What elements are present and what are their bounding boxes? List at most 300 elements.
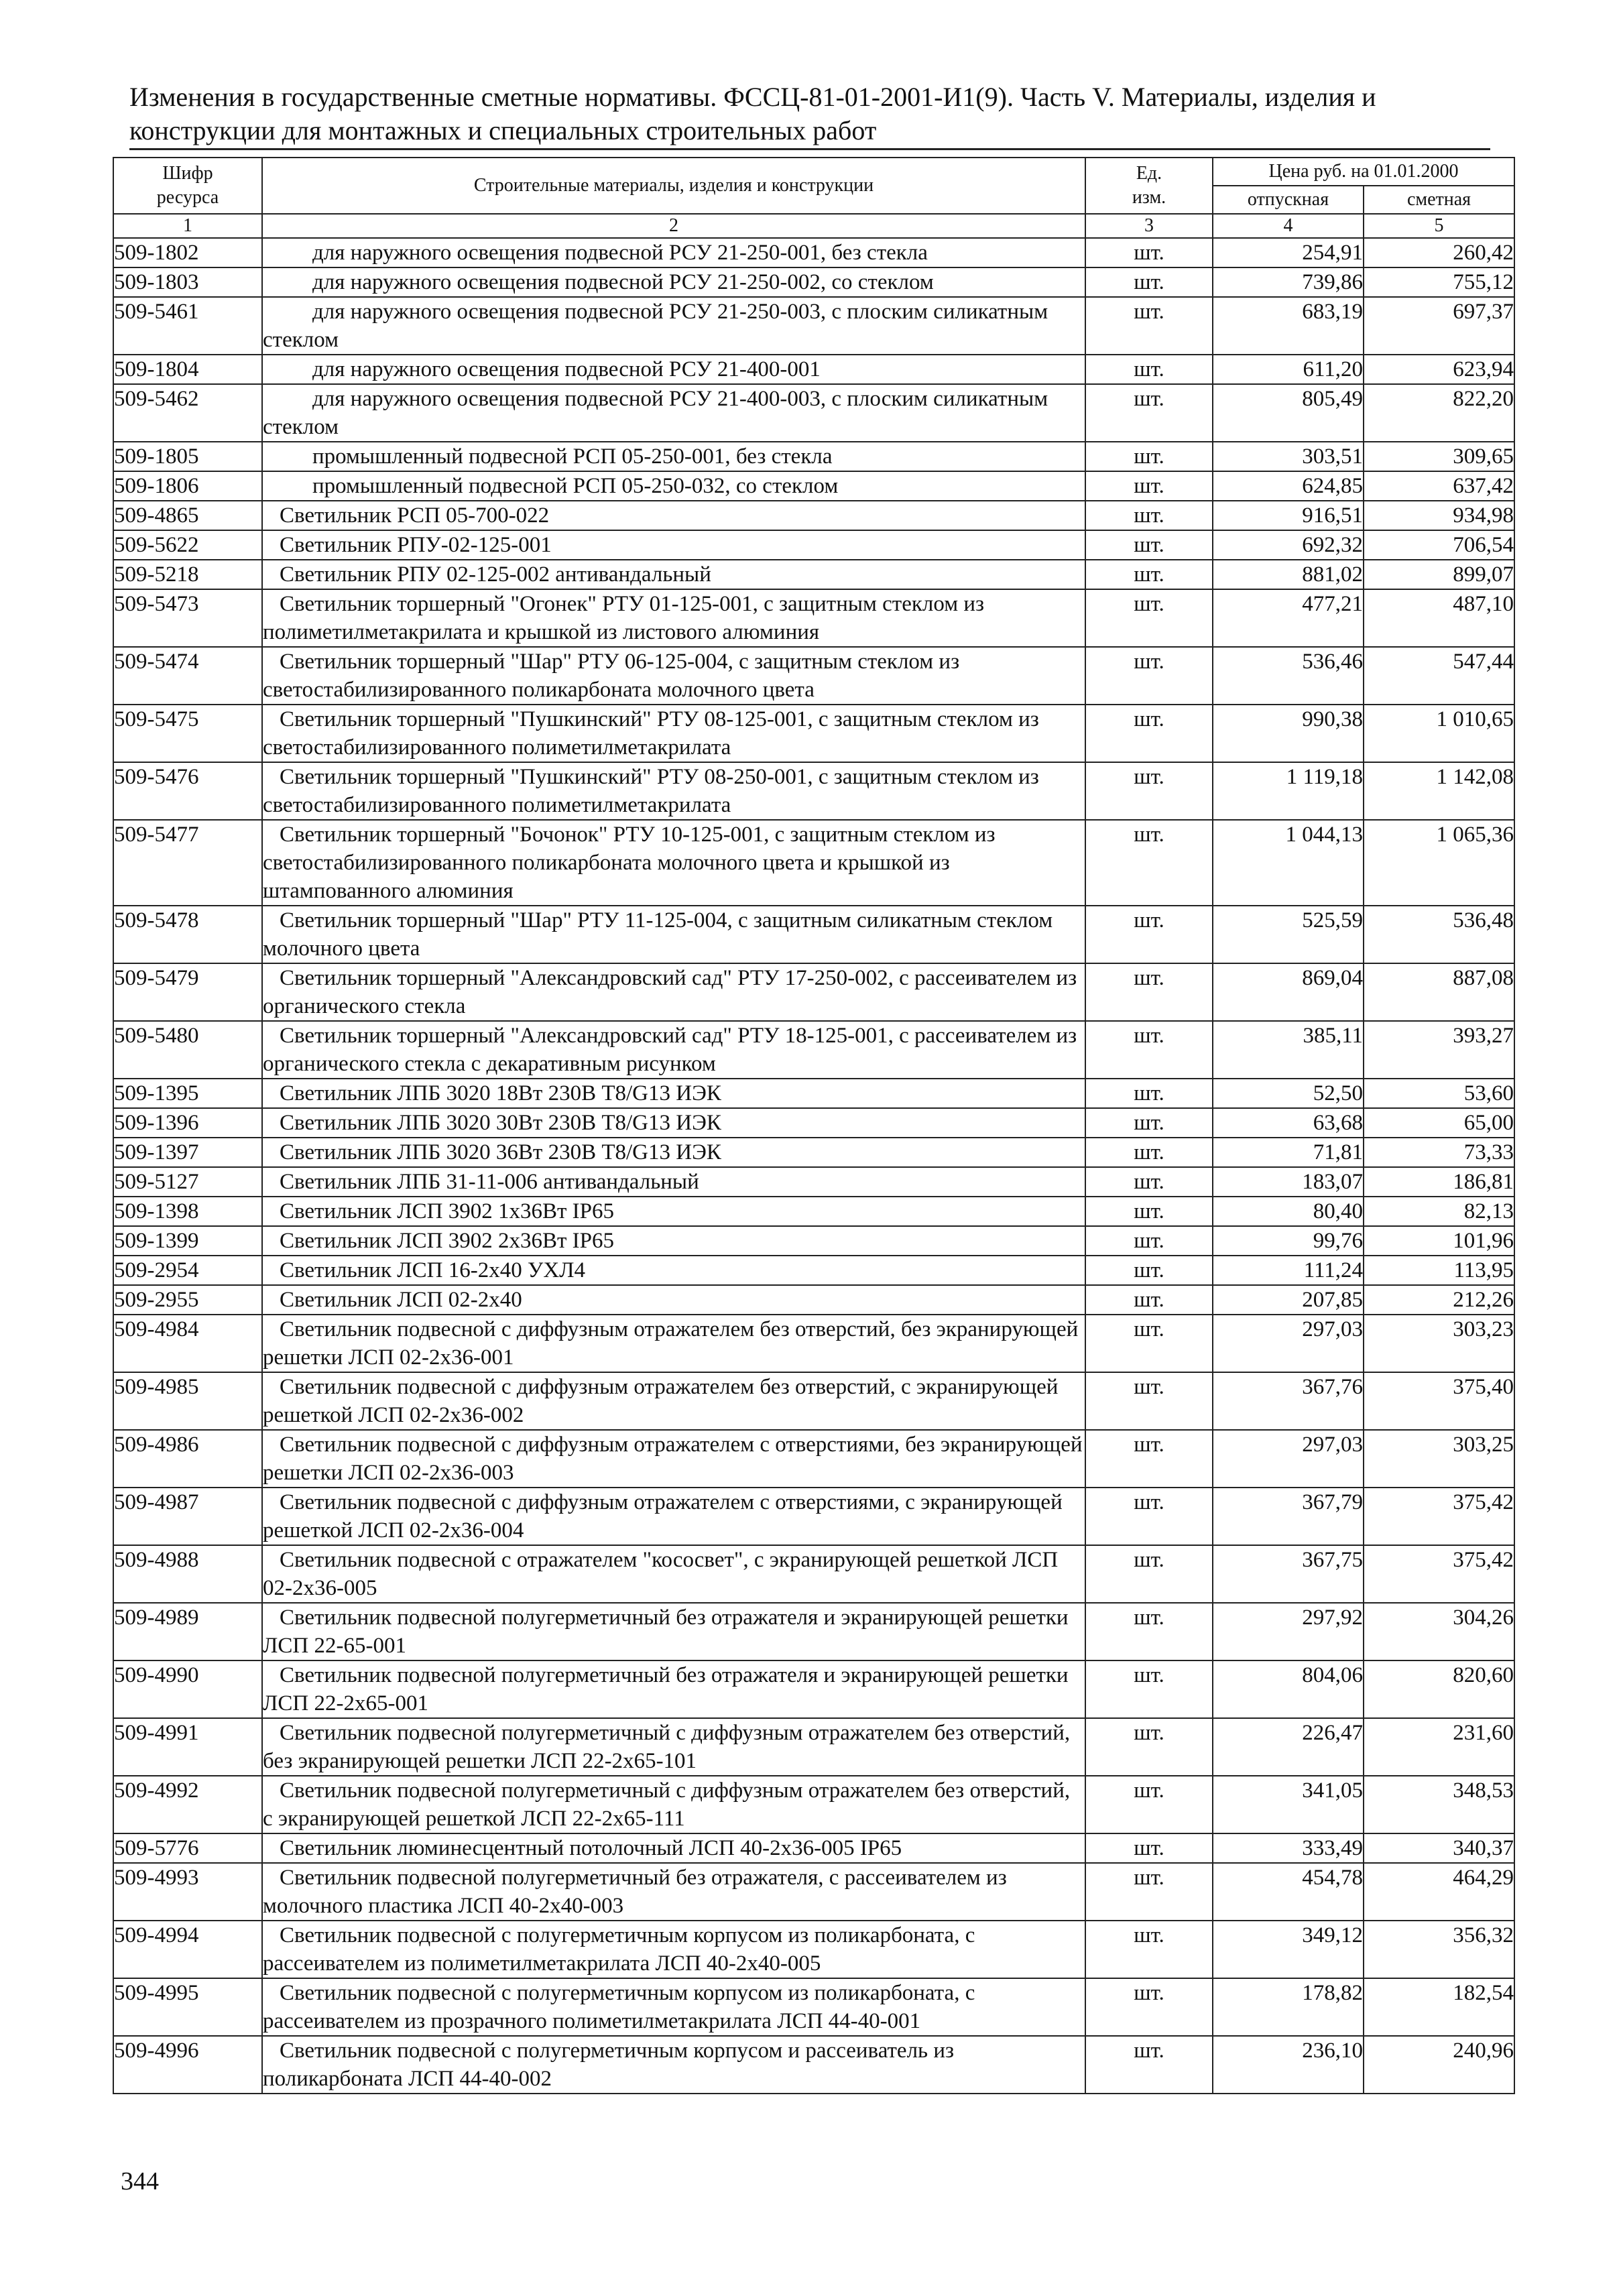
material-name-cell (262, 1603, 1085, 1660)
resource-code-cell: 509-4984 (113, 1315, 262, 1372)
header-rule (129, 148, 1490, 150)
unit-cell: шт. (1085, 1430, 1213, 1488)
material-name-cell (262, 238, 1085, 267)
unit-cell: шт. (1085, 1315, 1213, 1372)
estimate-price-cell: 212,26 (1364, 1285, 1514, 1315)
estimate-price-cell: 1 010,65 (1364, 705, 1514, 762)
material-name-text: промышленный подвесной РСП 05-250-001, без стекла (312, 444, 833, 469)
release-price-cell: 207,85 (1213, 1285, 1364, 1315)
resource-code-cell: 509-5478 (113, 906, 262, 963)
resource-code-cell: 509-4865 (113, 501, 262, 530)
release-price-cell: 367,76 (1213, 1372, 1364, 1430)
resource-code-cell: 509-4994 (113, 1921, 262, 1978)
release-price-cell: 303,51 (1213, 442, 1364, 471)
estimate-price-cell: 340,37 (1364, 1833, 1514, 1863)
resource-code-cell: 509-4987 (113, 1488, 262, 1545)
material-name-text: Светильник подвесной полугерметичный без отражателя и экранирующей решетки ЛСП 22-65-001 (263, 1606, 1069, 1658)
header-release-price: отпускная (1213, 186, 1364, 214)
material-name-text: Светильник подвесной с диффузным отражателем с отверстиями, с экранирующей решеткой ЛСП 02-2х36-004 (263, 1490, 1063, 1543)
material-name-cell (262, 1256, 1085, 1285)
resource-code-cell: 509-5479 (113, 963, 262, 1021)
estimate-price-cell: 73,33 (1364, 1138, 1514, 1167)
material-name-cell (262, 1138, 1085, 1167)
unit-cell: шт. (1085, 560, 1213, 589)
estimate-price-cell: 356,32 (1364, 1921, 1514, 1978)
table-row (113, 1921, 1514, 1978)
unit-cell: шт. (1085, 647, 1213, 705)
estimate-price-cell: 822,20 (1364, 384, 1514, 442)
resource-code-cell: 509-1803 (113, 267, 262, 297)
material-name-cell (262, 560, 1085, 589)
resource-code-cell: 509-5622 (113, 530, 262, 560)
material-name-cell (262, 1167, 1085, 1197)
table-row (113, 589, 1514, 647)
unit-cell: шт. (1085, 1021, 1213, 1079)
header-title-line-1: Изменения в государственные сметные нормативы. ФССЦ-81-01-2001-И1(9). Часть V. Материалы, изделия и (129, 82, 1376, 112)
table-row (113, 963, 1514, 1021)
release-price-cell: 477,21 (1213, 589, 1364, 647)
unit-cell: шт. (1085, 297, 1213, 355)
unit-cell: шт. (1085, 1863, 1213, 1921)
release-price-cell: 63,68 (1213, 1108, 1364, 1138)
release-price-cell: 624,85 (1213, 471, 1364, 501)
table-row (113, 471, 1514, 501)
estimate-price-cell: 231,60 (1364, 1718, 1514, 1776)
estimate-price-cell: 260,42 (1364, 238, 1514, 267)
release-price-cell: 236,10 (1213, 2036, 1364, 2094)
unit-cell: шт. (1085, 1833, 1213, 1863)
material-name-text: Светильник торшерный "Бочонок" РТУ 10-125-001, с защитным стеклом из светостабилизированного поликарбоната молочного цвета и крышкой из штампованного алюминия (263, 823, 996, 903)
unit-cell: шт. (1085, 1488, 1213, 1545)
unit-cell: шт. (1085, 1079, 1213, 1108)
unit-cell: шт. (1085, 705, 1213, 762)
document-header (129, 80, 1460, 147)
resource-code-cell: 509-1804 (113, 355, 262, 384)
material-name-text: Светильник торшерный "Огонек" РТУ 01-125-001, с защитным стеклом из полиметилметакрилата и крышкой из листового алюминия (263, 592, 985, 644)
resource-code-cell: 509-2955 (113, 1285, 262, 1315)
table-row (113, 1776, 1514, 1833)
unit-cell: шт. (1085, 1660, 1213, 1718)
table-row (113, 1079, 1514, 1108)
resource-code-cell: 509-4989 (113, 1603, 262, 1660)
unit-cell: шт. (1085, 530, 1213, 560)
release-price-cell: 881,02 (1213, 560, 1364, 589)
resource-code-cell: 509-1802 (113, 238, 262, 267)
resource-code-cell: 509-5461 (113, 297, 262, 355)
unit-cell: шт. (1085, 1921, 1213, 1978)
material-name-cell (262, 1108, 1085, 1138)
release-price-cell: 536,46 (1213, 647, 1364, 705)
unit-cell: шт. (1085, 1718, 1213, 1776)
unit-cell: шт. (1085, 442, 1213, 471)
material-name-text: Светильник ЛСП 16-2х40 УХЛ4 (280, 1258, 586, 1282)
material-name-cell (262, 297, 1085, 355)
resource-code-cell: 509-1399 (113, 1226, 262, 1256)
release-price-cell: 80,40 (1213, 1197, 1364, 1226)
material-name-text: Светильник торшерный "Пушкинский" РТУ 08-250-001, с защитным стеклом из светостабилизированного полиметилметакрилата (263, 765, 1039, 817)
unit-cell: шт. (1085, 1197, 1213, 1226)
estimate-price-cell: 637,42 (1364, 471, 1514, 501)
material-name-cell (262, 1197, 1085, 1226)
material-name-text: Светильник ЛПБ 3020 36Вт 230В T8/G13 ИЭК (280, 1140, 721, 1164)
material-name-text: Светильник торшерный "Пушкинский" РТУ 08-125-001, с защитным стеклом из светостабилизированного полиметилметакрилата (263, 707, 1039, 760)
table-row (113, 384, 1514, 442)
resource-code-cell: 509-2954 (113, 1256, 262, 1285)
material-name-text: Светильник подвесной с диффузным отражателем без отверстий, без экранирующей решетки ЛСП 02-2х36-001 (263, 1317, 1079, 1370)
release-price-cell: 1 119,18 (1213, 762, 1364, 820)
release-price-cell: 111,24 (1213, 1256, 1364, 1285)
material-name-text: Светильник подвесной с полугерметичным корпусом из поликарбоната, с рассеивателем из прозрачного полиметилметакрилата ЛСП 44-40-001 (263, 1981, 975, 2033)
resource-code-cell: 509-5462 (113, 384, 262, 442)
material-name-cell (262, 2036, 1085, 2094)
material-name-cell (262, 267, 1085, 297)
material-name-text: для наружного освещения подвесной РСУ 21-400-001 (312, 357, 821, 381)
release-price-cell: 454,78 (1213, 1863, 1364, 1921)
estimate-price-cell: 547,44 (1364, 647, 1514, 705)
material-name-text: Светильник ЛСП 3902 1х36Вт IP65 (280, 1199, 614, 1223)
material-name-text: Светильник подвесной с полугерметичным корпусом и рассеиватель из поликарбоната ЛСП 44-40-002 (263, 2039, 955, 2091)
table-row (113, 1108, 1514, 1138)
resource-code-cell: 509-4986 (113, 1430, 262, 1488)
estimate-price-cell: 536,48 (1364, 906, 1514, 963)
table-row (113, 1167, 1514, 1197)
material-name-cell (262, 1833, 1085, 1863)
material-name-cell (262, 442, 1085, 471)
table-row (113, 906, 1514, 963)
resource-code-cell: 509-5776 (113, 1833, 262, 1863)
release-price-cell: 178,82 (1213, 1978, 1364, 2036)
estimate-price-cell: 348,53 (1364, 1776, 1514, 1833)
material-name-text: Светильник ЛСП 02-2х40 (280, 1288, 522, 1312)
resource-price-table (113, 157, 1515, 2094)
table-row (113, 1545, 1514, 1603)
estimate-price-cell: 887,08 (1364, 963, 1514, 1021)
material-name-cell (262, 501, 1085, 530)
estimate-price-cell: 487,10 (1364, 589, 1514, 647)
resource-code-cell: 509-5474 (113, 647, 262, 705)
table-row (113, 1603, 1514, 1660)
material-name-text: Светильник подвесной с диффузным отражателем без отверстий, с экранирующей решеткой ЛСП 02-2х36-002 (263, 1375, 1059, 1427)
estimate-price-cell: 303,25 (1364, 1430, 1514, 1488)
estimate-price-cell: 820,60 (1364, 1660, 1514, 1718)
header-name: Строительные материалы, изделия и конструкции (262, 158, 1085, 214)
unit-cell: шт. (1085, 1978, 1213, 2036)
resource-code-cell: 509-4988 (113, 1545, 262, 1603)
material-name-text: Светильник торшерный "Александровский сад" РТУ 18-125-001, с рассеивателем из органического стекла с декаративным рисунком (263, 1024, 1077, 1076)
material-name-text: Светильник торшерный "Шар" РТУ 06-125-004, с защитным стеклом из светостабилизированного поликарбоната молочного цвета (263, 650, 960, 702)
release-price-cell: 71,81 (1213, 1138, 1364, 1167)
page-number: 344 (121, 2167, 159, 2195)
material-name-text: Светильник ЛСП 3902 2х36Вт IP65 (280, 1229, 614, 1253)
material-name-text: Светильник РСП 05-700-022 (280, 503, 550, 528)
release-price-cell: 525,59 (1213, 906, 1364, 963)
material-name-cell (262, 530, 1085, 560)
release-price-cell: 254,91 (1213, 238, 1364, 267)
unit-cell: шт. (1085, 963, 1213, 1021)
table-row (113, 501, 1514, 530)
material-name-cell (262, 705, 1085, 762)
material-name-cell (262, 1776, 1085, 1833)
material-name-text: Светильник подвесной полугерметичный без отражателя, с рассеивателем из молочного пластика ЛСП 40-2х40-003 (263, 1866, 1007, 1918)
estimate-price-cell: 706,54 (1364, 530, 1514, 560)
estimate-price-cell: 1 065,36 (1364, 820, 1514, 906)
resource-code-cell: 509-4995 (113, 1978, 262, 2036)
table-row (113, 1226, 1514, 1256)
unit-cell: шт. (1085, 384, 1213, 442)
table-row (113, 705, 1514, 762)
header-unit: Ед. изм. (1085, 158, 1213, 214)
header-estimate-price: сметная (1364, 186, 1514, 214)
table-row (113, 1430, 1514, 1488)
estimate-price-cell: 303,23 (1364, 1315, 1514, 1372)
resource-code-cell: 509-4991 (113, 1718, 262, 1776)
table-row (113, 1315, 1514, 1372)
release-price-cell: 349,12 (1213, 1921, 1364, 1978)
material-name-text: Светильник торшерный "Шар" РТУ 11-125-004, с защитным силикатным стеклом молочного цвета (263, 908, 1053, 961)
material-name-cell (262, 1285, 1085, 1315)
estimate-price-cell: 182,54 (1364, 1978, 1514, 2036)
table-body (113, 238, 1514, 2094)
estimate-price-cell: 375,40 (1364, 1372, 1514, 1430)
material-name-cell (262, 1430, 1085, 1488)
column-number: 2 (262, 214, 1085, 238)
estimate-price-cell: 899,07 (1364, 560, 1514, 589)
table-row (113, 238, 1514, 267)
material-name-text: Светильник подвесной полугерметичный с диффузным отражателем без отверстий, без экранирующей решетки ЛСП 22-2х65-101 (263, 1721, 1071, 1773)
release-price-cell: 341,05 (1213, 1776, 1364, 1833)
release-price-cell: 869,04 (1213, 963, 1364, 1021)
table-row (113, 297, 1514, 355)
unit-cell: шт. (1085, 1226, 1213, 1256)
estimate-price-cell: 113,95 (1364, 1256, 1514, 1285)
table-row (113, 355, 1514, 384)
resource-code-cell: 509-1806 (113, 471, 262, 501)
table-row (113, 820, 1514, 906)
estimate-price-cell: 240,96 (1364, 2036, 1514, 2094)
unit-cell: шт. (1085, 238, 1213, 267)
estimate-price-cell: 53,60 (1364, 1079, 1514, 1108)
release-price-cell: 183,07 (1213, 1167, 1364, 1197)
table-row (113, 2036, 1514, 2094)
release-price-cell: 611,20 (1213, 355, 1364, 384)
material-name-text: для наружного освещения подвесной РСУ 21-250-003, с плоским силикатным стеклом (263, 300, 1048, 352)
release-price-cell: 804,06 (1213, 1660, 1364, 1718)
estimate-price-cell: 934,98 (1364, 501, 1514, 530)
table-row (113, 1372, 1514, 1430)
table-row (113, 1138, 1514, 1167)
release-price-cell: 916,51 (1213, 501, 1364, 530)
table-row (113, 1863, 1514, 1921)
column-number: 4 (1213, 214, 1364, 238)
material-name-text: Светильник РПУ 02-125-002 антивандальный (280, 562, 711, 587)
resource-code-cell: 509-4992 (113, 1776, 262, 1833)
material-name-text: промышленный подвесной РСП 05-250-032, со стеклом (312, 474, 839, 498)
material-name-cell (262, 762, 1085, 820)
unit-cell: шт. (1085, 762, 1213, 820)
material-name-cell (262, 1315, 1085, 1372)
material-name-text: Светильник подвесной с отражателем "кососвет", с экранирующей решеткой ЛСП 02-2х36-005 (263, 1548, 1059, 1600)
estimate-price-cell: 464,29 (1364, 1863, 1514, 1921)
column-number-row (113, 214, 1514, 238)
table-header (113, 158, 1514, 238)
material-name-text: Светильник люминесцентный потолочный ЛСП 40-2х36-005 IP65 (280, 1836, 902, 1860)
material-name-cell (262, 1718, 1085, 1776)
material-name-cell (262, 1226, 1085, 1256)
table-row (113, 647, 1514, 705)
resource-code-cell: 509-5477 (113, 820, 262, 906)
material-name-cell (262, 906, 1085, 963)
material-name-cell (262, 355, 1085, 384)
material-name-cell (262, 589, 1085, 647)
resource-code-cell: 509-5127 (113, 1167, 262, 1197)
unit-cell: шт. (1085, 906, 1213, 963)
unit-cell: шт. (1085, 1256, 1213, 1285)
release-price-cell: 385,11 (1213, 1021, 1364, 1079)
release-price-cell: 805,49 (1213, 384, 1364, 442)
material-name-cell (262, 647, 1085, 705)
table-row (113, 1660, 1514, 1718)
release-price-cell: 297,03 (1213, 1430, 1364, 1488)
table-row (113, 1197, 1514, 1226)
table-row (113, 530, 1514, 560)
table-row (113, 1833, 1514, 1863)
material-name-text: Светильник торшерный "Александровский сад" РТУ 17-250-002, с рассеивателем из органического стекла (263, 966, 1077, 1018)
release-price-cell: 99,76 (1213, 1226, 1364, 1256)
material-name-cell (262, 1021, 1085, 1079)
table-row (113, 762, 1514, 820)
resource-code-cell: 509-4993 (113, 1863, 262, 1921)
column-number: 5 (1364, 214, 1514, 238)
material-name-cell (262, 963, 1085, 1021)
resource-code-cell: 509-5476 (113, 762, 262, 820)
unit-cell: шт. (1085, 471, 1213, 501)
material-name-cell (262, 1863, 1085, 1921)
estimate-price-cell: 375,42 (1364, 1545, 1514, 1603)
material-name-text: Светильник ЛПБ 31-11-006 антивандальный (280, 1170, 699, 1194)
header-price-group: Цена руб. на 01.01.2000 (1213, 158, 1514, 186)
estimate-price-cell: 82,13 (1364, 1197, 1514, 1226)
unit-cell: шт. (1085, 1545, 1213, 1603)
resource-code-cell: 509-4990 (113, 1660, 262, 1718)
material-name-cell (262, 1660, 1085, 1718)
material-name-cell (262, 820, 1085, 906)
material-name-cell (262, 384, 1085, 442)
release-price-cell: 1 044,13 (1213, 820, 1364, 906)
table-row (113, 1285, 1514, 1315)
unit-cell: шт. (1085, 1138, 1213, 1167)
table-row (113, 442, 1514, 471)
estimate-price-cell: 697,37 (1364, 297, 1514, 355)
estimate-price-cell: 755,12 (1364, 267, 1514, 297)
table-row (113, 1978, 1514, 2036)
release-price-cell: 692,32 (1213, 530, 1364, 560)
unit-cell: шт. (1085, 1167, 1213, 1197)
resource-code-cell: 509-5473 (113, 589, 262, 647)
release-price-cell: 52,50 (1213, 1079, 1364, 1108)
estimate-price-cell: 393,27 (1364, 1021, 1514, 1079)
estimate-price-cell: 1 142,08 (1364, 762, 1514, 820)
resource-code-cell: 509-1395 (113, 1079, 262, 1108)
material-name-text: для наружного освещения подвесной РСУ 21-250-002, со стеклом (312, 270, 934, 294)
table-row (113, 1718, 1514, 1776)
material-name-text: Светильник РПУ-02-125-001 (280, 533, 552, 557)
release-price-cell: 367,79 (1213, 1488, 1364, 1545)
unit-cell: шт. (1085, 1372, 1213, 1430)
release-price-cell: 333,49 (1213, 1833, 1364, 1863)
header-title-line-2: конструкции для монтажных и специальных строительных работ (129, 115, 877, 145)
resource-code-cell: 509-1805 (113, 442, 262, 471)
table-row (113, 1021, 1514, 1079)
resource-code-cell: 509-5475 (113, 705, 262, 762)
unit-cell: шт. (1085, 820, 1213, 906)
table-row (113, 267, 1514, 297)
resource-code-cell: 509-5218 (113, 560, 262, 589)
resource-code-cell: 509-1396 (113, 1108, 262, 1138)
material-name-text: для наружного освещения подвесной РСУ 21-400-003, с плоским силикатным стеклом (263, 387, 1048, 439)
release-price-cell: 990,38 (1213, 705, 1364, 762)
column-number: 1 (113, 214, 262, 238)
material-name-cell (262, 1545, 1085, 1603)
unit-cell: шт. (1085, 355, 1213, 384)
resource-code-cell: 509-1398 (113, 1197, 262, 1226)
header-code: Шифр ресурса (113, 158, 262, 214)
release-price-cell: 367,75 (1213, 1545, 1364, 1603)
unit-cell: шт. (1085, 501, 1213, 530)
estimate-price-cell: 186,81 (1364, 1167, 1514, 1197)
unit-cell: шт. (1085, 267, 1213, 297)
material-name-cell (262, 1978, 1085, 2036)
release-price-cell: 226,47 (1213, 1718, 1364, 1776)
resource-code-cell: 509-5480 (113, 1021, 262, 1079)
release-price-cell: 297,92 (1213, 1603, 1364, 1660)
material-name-cell (262, 471, 1085, 501)
resource-code-cell: 509-4996 (113, 2036, 262, 2094)
material-name-text: для наружного освещения подвесной РСУ 21-250-001, без стекла (312, 241, 928, 265)
material-name-text: Светильник ЛПБ 3020 30Вт 230В T8/G13 ИЭК (280, 1111, 721, 1135)
estimate-price-cell: 309,65 (1364, 442, 1514, 471)
estimate-price-cell: 304,26 (1364, 1603, 1514, 1660)
release-price-cell: 739,86 (1213, 267, 1364, 297)
release-price-cell: 683,19 (1213, 297, 1364, 355)
resource-code-cell: 509-4985 (113, 1372, 262, 1430)
unit-cell: шт. (1085, 1285, 1213, 1315)
unit-cell: шт. (1085, 1108, 1213, 1138)
estimate-price-cell: 623,94 (1364, 355, 1514, 384)
unit-cell: шт. (1085, 1776, 1213, 1833)
unit-cell: шт. (1085, 1603, 1213, 1660)
material-name-text: Светильник подвесной полугерметичный без отражателя и экранирующей решетки ЛСП 22-2х65-001 (263, 1663, 1069, 1715)
column-number: 3 (1085, 214, 1213, 238)
resource-code-cell: 509-1397 (113, 1138, 262, 1167)
estimate-price-cell: 375,42 (1364, 1488, 1514, 1545)
material-name-text: Светильник подвесной с полугерметичным корпусом из поликарбоната, с рассеивателем из полиметилметакрилата ЛСП 40-2х40-005 (263, 1923, 975, 1976)
material-name-text: Светильник подвесной с диффузным отражателем с отверстиями, без экранирующей решетки ЛСП 02-2х36-003 (263, 1433, 1083, 1485)
estimate-price-cell: 65,00 (1364, 1108, 1514, 1138)
table-row (113, 1256, 1514, 1285)
unit-cell: шт. (1085, 589, 1213, 647)
material-name-text: Светильник ЛПБ 3020 18Вт 230В T8/G13 ИЭК (280, 1081, 721, 1105)
material-name-text: Светильник подвесной полугерметичный с диффузным отражателем без отверстий, с экранирующей решеткой ЛСП 22-2х65-111 (263, 1778, 1071, 1831)
table-row (113, 1488, 1514, 1545)
release-price-cell: 297,03 (1213, 1315, 1364, 1372)
material-name-cell (262, 1079, 1085, 1108)
material-name-cell (262, 1921, 1085, 1978)
unit-cell: шт. (1085, 2036, 1213, 2094)
material-name-cell (262, 1372, 1085, 1430)
table-row (113, 560, 1514, 589)
material-name-cell (262, 1488, 1085, 1545)
estimate-price-cell: 101,96 (1364, 1226, 1514, 1256)
